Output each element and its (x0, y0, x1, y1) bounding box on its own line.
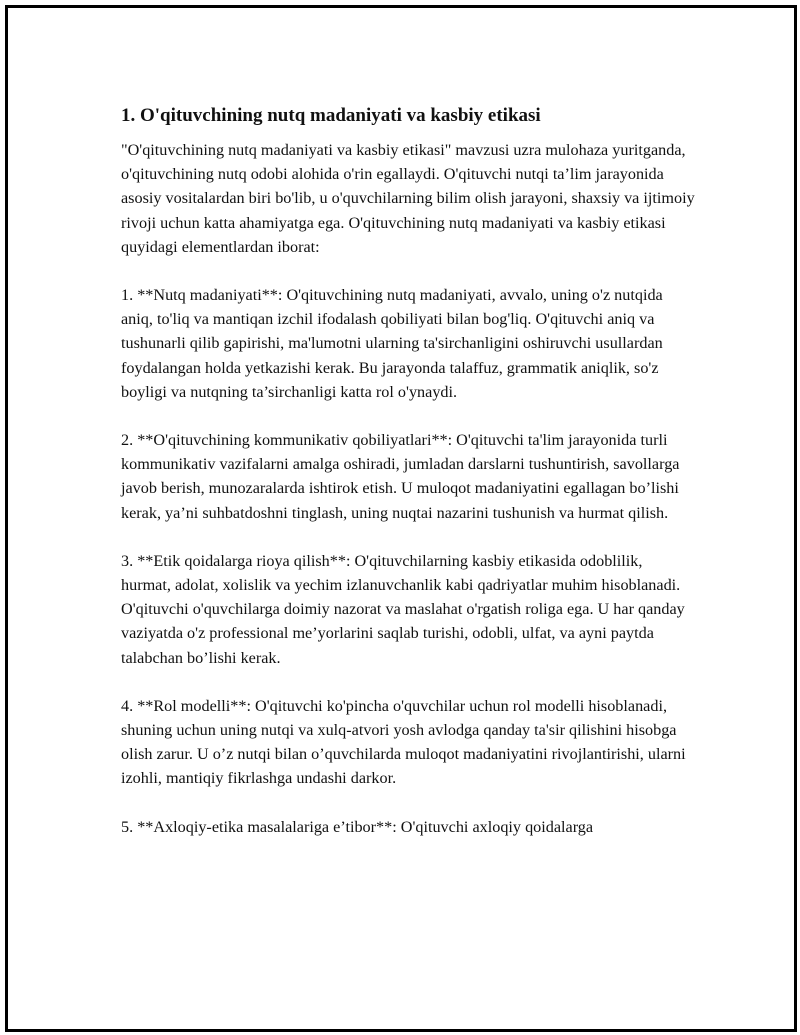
intro-paragraph: "O'qituvchining nutq madaniyati va kasbiy etikasi" mavzusi uzra mulohaza yuritganda, o'qituvchining nutq odobi alohida o'rin egallaydi. O'qituvchi nutqi ta’lim jarayonida asosiy vositalardan biri bo'lib, u o'quvchilarning bilim olish jarayoni, shaxsiy va ijtimoiy rivoji uchun katta ahamiyatga ega. O'qituvchining nutq madaniyati va kasbiy etikasi quyidagi elementlardan iborat: (121, 141, 695, 256)
paragraph-kommunikativ-qobiliyatlar: 2. **O'qituvchining kommunikativ qobiliyatlari**: O'qituvchi ta'lim jarayonida turli kommunikativ vazifalarni amalga oshiradi, jumladan darslarni tushuntirish, savollarga javob berish, munozaralarda ishtirok etish. U muloqot madaniyatini egallagan bo’lishi kerak, ya’ni suhbatdoshni tinglash, uning nuqtai nazarini tushunish va hurmat qilish. (121, 431, 680, 522)
document-body (121, 104, 696, 863)
paragraph-axloqiy-etika: 5. **Axloqiy-etika masalalariga e’tibor**: O'qituvchi axloqiy qoidalarga (121, 817, 594, 836)
paragraph-nutq-madaniyati: 1. **Nutq madaniyati**: O'qituvchining nutq madaniyati, avvalo, uning o'z nutqida aniq, to'liq va mantiqan izchil ifodalash qobiliyati bilan bog'liq. O'qituvchi aniq va tushunarli qilib gapirishi, ma'lumotni ularning ta'sirchanligini oshiruvchi usullardan foydalangan holda yetkazishi kerak. Bu jarayonda talaffuz, grammatik aniqlik, so'z boyligi va nutqning ta’sirchanligi katta rol o'ynaydi. (121, 286, 663, 401)
paragraph-rol-modelli: 4. **Rol modelli**: O'qituvchi ko'pincha o'quvchilar uchun rol modelli hisoblanadi, shuning uchun uning nutqi va xulq-atvori yosh avlodga qanday ta'sir qilishini hisobga olish zarur. U o’z nutqi bilan o’quvchilarda muloqot madaniyatini rivojlantirishi, ularni izohli, mantiqiy fikrlashga undashi darkor. (121, 696, 686, 788)
paragraph-etik-qoidalar: 3. **Etik qoidalarga rioya qilish**: O'qituvchilarning kasbiy etikasida odoblilik, hurmat, adolat, xolislik va yechim izlanuvchanlik kabi qadriyatlar muhim hisoblanadi. O'qituvchi o'quvchilarga doimiy nazorat va maslahat o'rgatish roliga ega. U har qanday vaziyatda o'z professional me’yorlarini saqlab turishi, odobli, ulfat, va ayni paytda talabchan bo’lishi kerak. (121, 551, 685, 667)
page-frame (5, 5, 797, 1032)
document-title: 1. O'qituvchining nutq madaniyati va kasbiy etikasi (121, 105, 541, 126)
